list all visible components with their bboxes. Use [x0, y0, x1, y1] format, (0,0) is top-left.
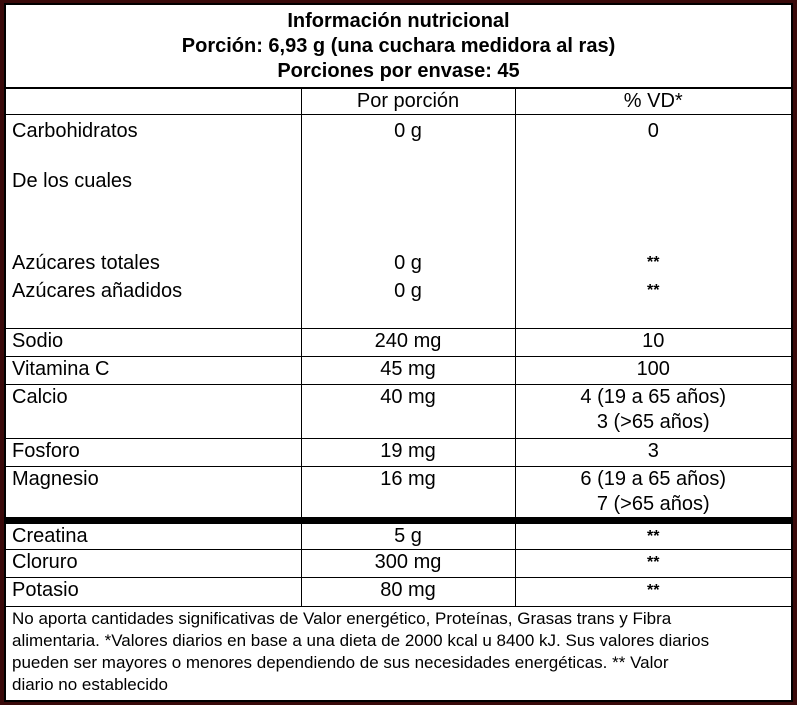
- calcium-dv-cell: [515, 385, 791, 439]
- calcium-name: Calcio: [6, 385, 301, 439]
- total-sugars-name: Azúcares totales: [12, 252, 160, 274]
- magnesium-dv-cell: [515, 467, 791, 521]
- table-row-vitamin-c: [6, 357, 791, 385]
- footnote-line-1: No aporta cantidades significativas de Valor energético, Proteínas, Grasas trans y Fibra: [12, 608, 672, 628]
- carbs-row: [6, 115, 791, 329]
- table-row-calcium: [6, 385, 791, 439]
- carbs-name: Carbohidratos: [12, 120, 138, 142]
- serving-size: Porción: 6,93 g (una cuchara medidora al ras): [181, 35, 616, 57]
- carbs-dv: 0: [647, 120, 659, 142]
- creatine-amount: 5 g: [301, 521, 515, 550]
- chloride-name: Cloruro: [6, 550, 301, 578]
- creatine-dv: **: [515, 521, 791, 550]
- carbs-dv-cell: [515, 115, 791, 329]
- magnesium-dv-senior: 7 (>65 años): [596, 493, 710, 515]
- vitamin-c-amount: 45 mg: [301, 357, 515, 385]
- total-sugars-dv: **: [647, 254, 660, 271]
- potassium-dv: **: [515, 578, 791, 606]
- chloride-dv: **: [515, 550, 791, 578]
- servings-per-container: Porciones por envase: 45: [277, 60, 520, 82]
- carbs-amount-cell: [301, 115, 515, 329]
- chloride-amount: 300 mg: [301, 550, 515, 578]
- label-title: Información nutricional: [287, 10, 510, 32]
- potassium-amount: 80 mg: [301, 578, 515, 606]
- phosphorus-name: Fosforo: [6, 439, 301, 467]
- vitamin-c-dv: 100: [515, 357, 791, 385]
- calcium-amount: 40 mg: [301, 385, 515, 439]
- magnesium-dv-adult: 6 (19 a 65 años): [580, 468, 727, 490]
- table-row-potassium: [6, 578, 791, 606]
- footnote-line-3: pueden ser mayores o menores dependiendo de sus necesidades energéticas. ** Valor: [12, 652, 669, 672]
- calcium-dv-senior: 3 (>65 años): [596, 411, 710, 433]
- footnote: [6, 606, 791, 696]
- carbs-of-which: De los cuales: [12, 170, 133, 192]
- footnote-line-2: alimentaria. *Valores diarios en base a una dieta de 2000 kcal u 8400 kJ. Sus valores diarios: [12, 630, 710, 650]
- column-header-dv: % VD*: [515, 89, 791, 115]
- vitamin-c-name: Vitamina C: [6, 357, 301, 385]
- table-row-magnesium: [6, 467, 791, 521]
- sodium-name: Sodio: [6, 329, 301, 357]
- total-sugars-amount: 0 g: [394, 252, 422, 274]
- sodium-dv: 10: [515, 329, 791, 357]
- carbs-amount: 0 g: [394, 120, 422, 142]
- column-header-per-serving: Por porción: [301, 89, 515, 115]
- phosphorus-dv: 3: [515, 439, 791, 467]
- calcium-dv-adult: 4 (19 a 65 años): [580, 386, 727, 408]
- creatine-name: Creatina: [6, 521, 301, 550]
- carbs-name-cell: [6, 115, 301, 329]
- sodium-amount: 240 mg: [301, 329, 515, 357]
- table-row-creatine: [6, 521, 791, 550]
- added-sugars-amount: 0 g: [394, 280, 422, 302]
- table-row-phosphorus: [6, 439, 791, 467]
- magnesium-name: Magnesio: [6, 467, 301, 521]
- table-row-sodium: [6, 329, 791, 357]
- column-header-row: [6, 89, 791, 115]
- potassium-name: Potasio: [6, 578, 301, 606]
- magnesium-amount: 16 mg: [301, 467, 515, 521]
- nutrient-table: [6, 89, 791, 606]
- added-sugars-dv: **: [647, 282, 660, 299]
- label-header: [6, 5, 791, 89]
- nutrition-label: [4, 3, 793, 702]
- footnote-line-4: diario no establecido: [12, 674, 168, 694]
- table-row-chloride: [6, 550, 791, 578]
- added-sugars-name: Azúcares añadidos: [12, 280, 183, 302]
- phosphorus-amount: 19 mg: [301, 439, 515, 467]
